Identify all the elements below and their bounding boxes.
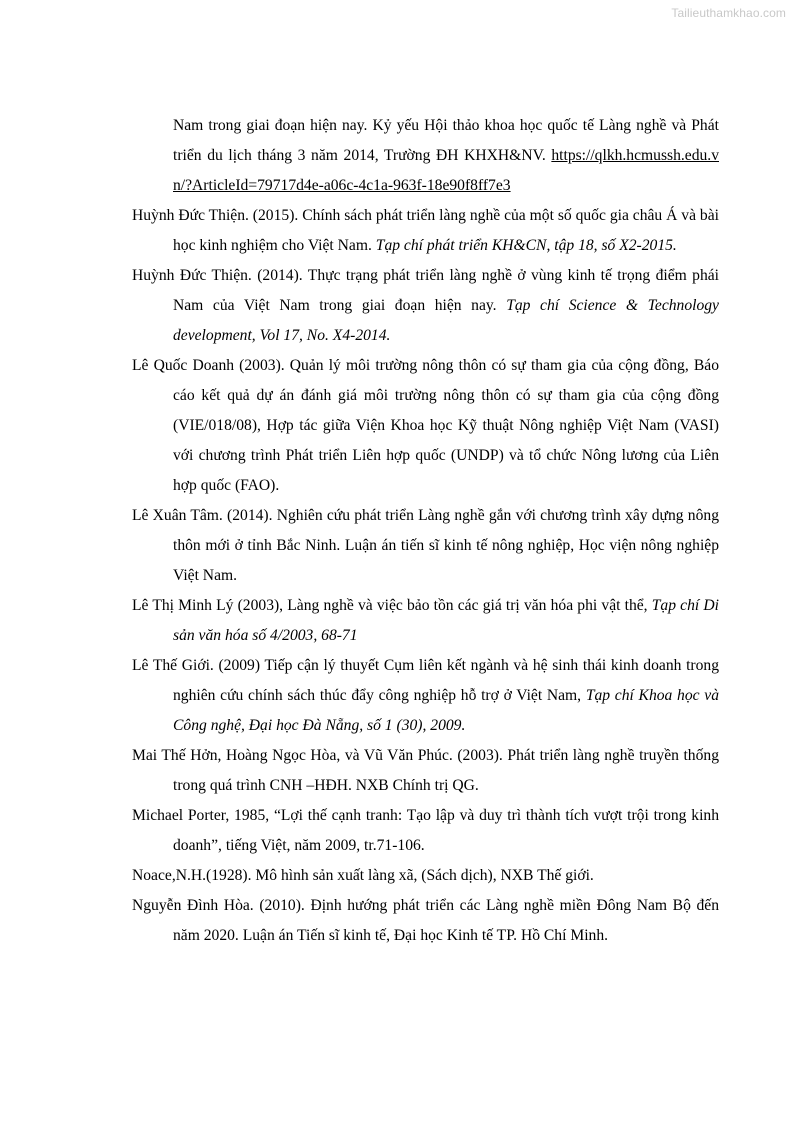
reference-text: Tiếp cận lý thuyết Cụm liên kết ngành và hệ sinh thái kinh doanh trong nghiên cứu chính sách thúc đẩy công nghiệp hỗ trợ ở Việt Nam, — [173, 657, 719, 704]
reference-item — [132, 501, 719, 591]
reference-text: Thực trạng phát triển làng nghề ở vùng kinh tế trọng điểm phái Nam của Việt Nam trong giai đoạn hiện nay. — [173, 267, 720, 314]
reference-author: Mai Thế Hởn, Hoàng Ngọc Hòa, và Vũ Văn Phúc. (2003). — [132, 747, 503, 764]
reference-text: Quản lý môi trường nông thôn có sự tham gia của cộng đồng, Báo cáo kết quả dự án đánh giá môi trường nông thôn có sự tham gia của cộng đồng (VIE/018/08), Hợp tác giữa Viện Khoa học Kỹ thuật Nông nghiệp Việt Nam (VASI) với chương trình Phát triển Liên hợp quốc (UNDP) và tổ chức Nông lương của Liên hợp quốc (FAO). — [173, 357, 719, 494]
reference-url-link[interactable]: https://qlkh.hcmussh.edu.vn/?ArticleId=79717d4e-a06c-4c1a-963f-18e90f8ff7e3 — [173, 147, 719, 194]
reference-text: Chính sách phát triển làng nghề của một số quốc gia châu Á và bài học kinh nghiệm cho Việt Nam. — [173, 207, 719, 254]
reference-text: Nam trong giai đoạn hiện nay. Kỷ yếu Hội thảo khoa học quốc tế Làng nghề và Phát triển du lịch tháng 3 năm 2014, Trường ĐH KHXH&NV. — [173, 117, 719, 164]
reference-text: Nghiên cứu phát triển Làng nghề gắn với chương trình xây dựng nông thôn mới ở tỉnh Bắc Ninh. Luận án tiến sĩ kinh tế nông nghiệp, Học viện nông nghiệp Việt Nam. — [173, 507, 719, 584]
reference-item — [132, 741, 719, 801]
reference-item — [132, 201, 719, 261]
reference-author: Michael Porter, 1985, — [132, 807, 270, 824]
reference-source: Tạp chí phát triển KH&CN, tập 18, số X2-2015. — [375, 237, 677, 254]
reference-author: Nguyễn Đình Hòa. (2010). — [132, 897, 305, 914]
reference-author: Lê Xuân Tâm. (2014). — [132, 507, 273, 524]
reference-item — [132, 891, 719, 951]
reference-author: Lê Thế Giới. (2009) — [132, 657, 261, 674]
reference-author: Lê Thị Minh Lý (2003), — [132, 597, 284, 614]
reference-source: Tạp chí Science & Technology development, Vol 17, No. X4-2014. — [173, 297, 719, 344]
reference-item — [132, 591, 719, 651]
reference-item — [132, 651, 719, 741]
reference-text: Làng nghề và việc bảo tồn các giá trị văn hóa phi vật thể, — [287, 597, 648, 614]
reference-item — [132, 111, 719, 201]
reference-item — [132, 861, 719, 891]
reference-text: Định hướng phát triển các Làng nghề miền Đông Nam Bộ đến năm 2020. Luận án Tiến sĩ kinh tế, Đại học Kinh tế TP. Hồ Chí Minh. — [173, 897, 720, 944]
reference-item — [132, 261, 719, 351]
reference-source: Tạp chí Di sản văn hóa số 4/2003, 68-71 — [173, 597, 719, 644]
reference-item — [132, 801, 719, 861]
reference-text: Mô hình sản xuất làng xã, (Sách dịch), NXB Thế giới. — [255, 867, 594, 884]
reference-author: Huỳnh Đức Thiện. (2014). — [132, 267, 303, 284]
reference-author: Noace,N.H.(1928). — [132, 867, 252, 884]
reference-item — [132, 351, 719, 501]
reference-text: Phát triển làng nghề truyền thống trong quá trình CNH –HĐH. NXB Chính trị QG. — [173, 747, 719, 794]
watermark: Tailieuthamkhao.com — [671, 6, 786, 20]
reference-text: “Lợi thế cạnh tranh: Tạo lập và duy trì thành tích vượt trội trong kinh doanh”, tiếng Việt, năm 2009, tr.71-106. — [173, 807, 719, 854]
reference-source: Tạp chí Khoa học và Công nghệ, Đại học Đà Nẵng, số 1 (30), 2009. — [173, 687, 720, 734]
reference-list — [132, 111, 719, 951]
reference-author: Huỳnh Đức Thiện. (2015). — [132, 207, 299, 224]
reference-author: Lê Quốc Doanh (2003). — [132, 357, 285, 374]
